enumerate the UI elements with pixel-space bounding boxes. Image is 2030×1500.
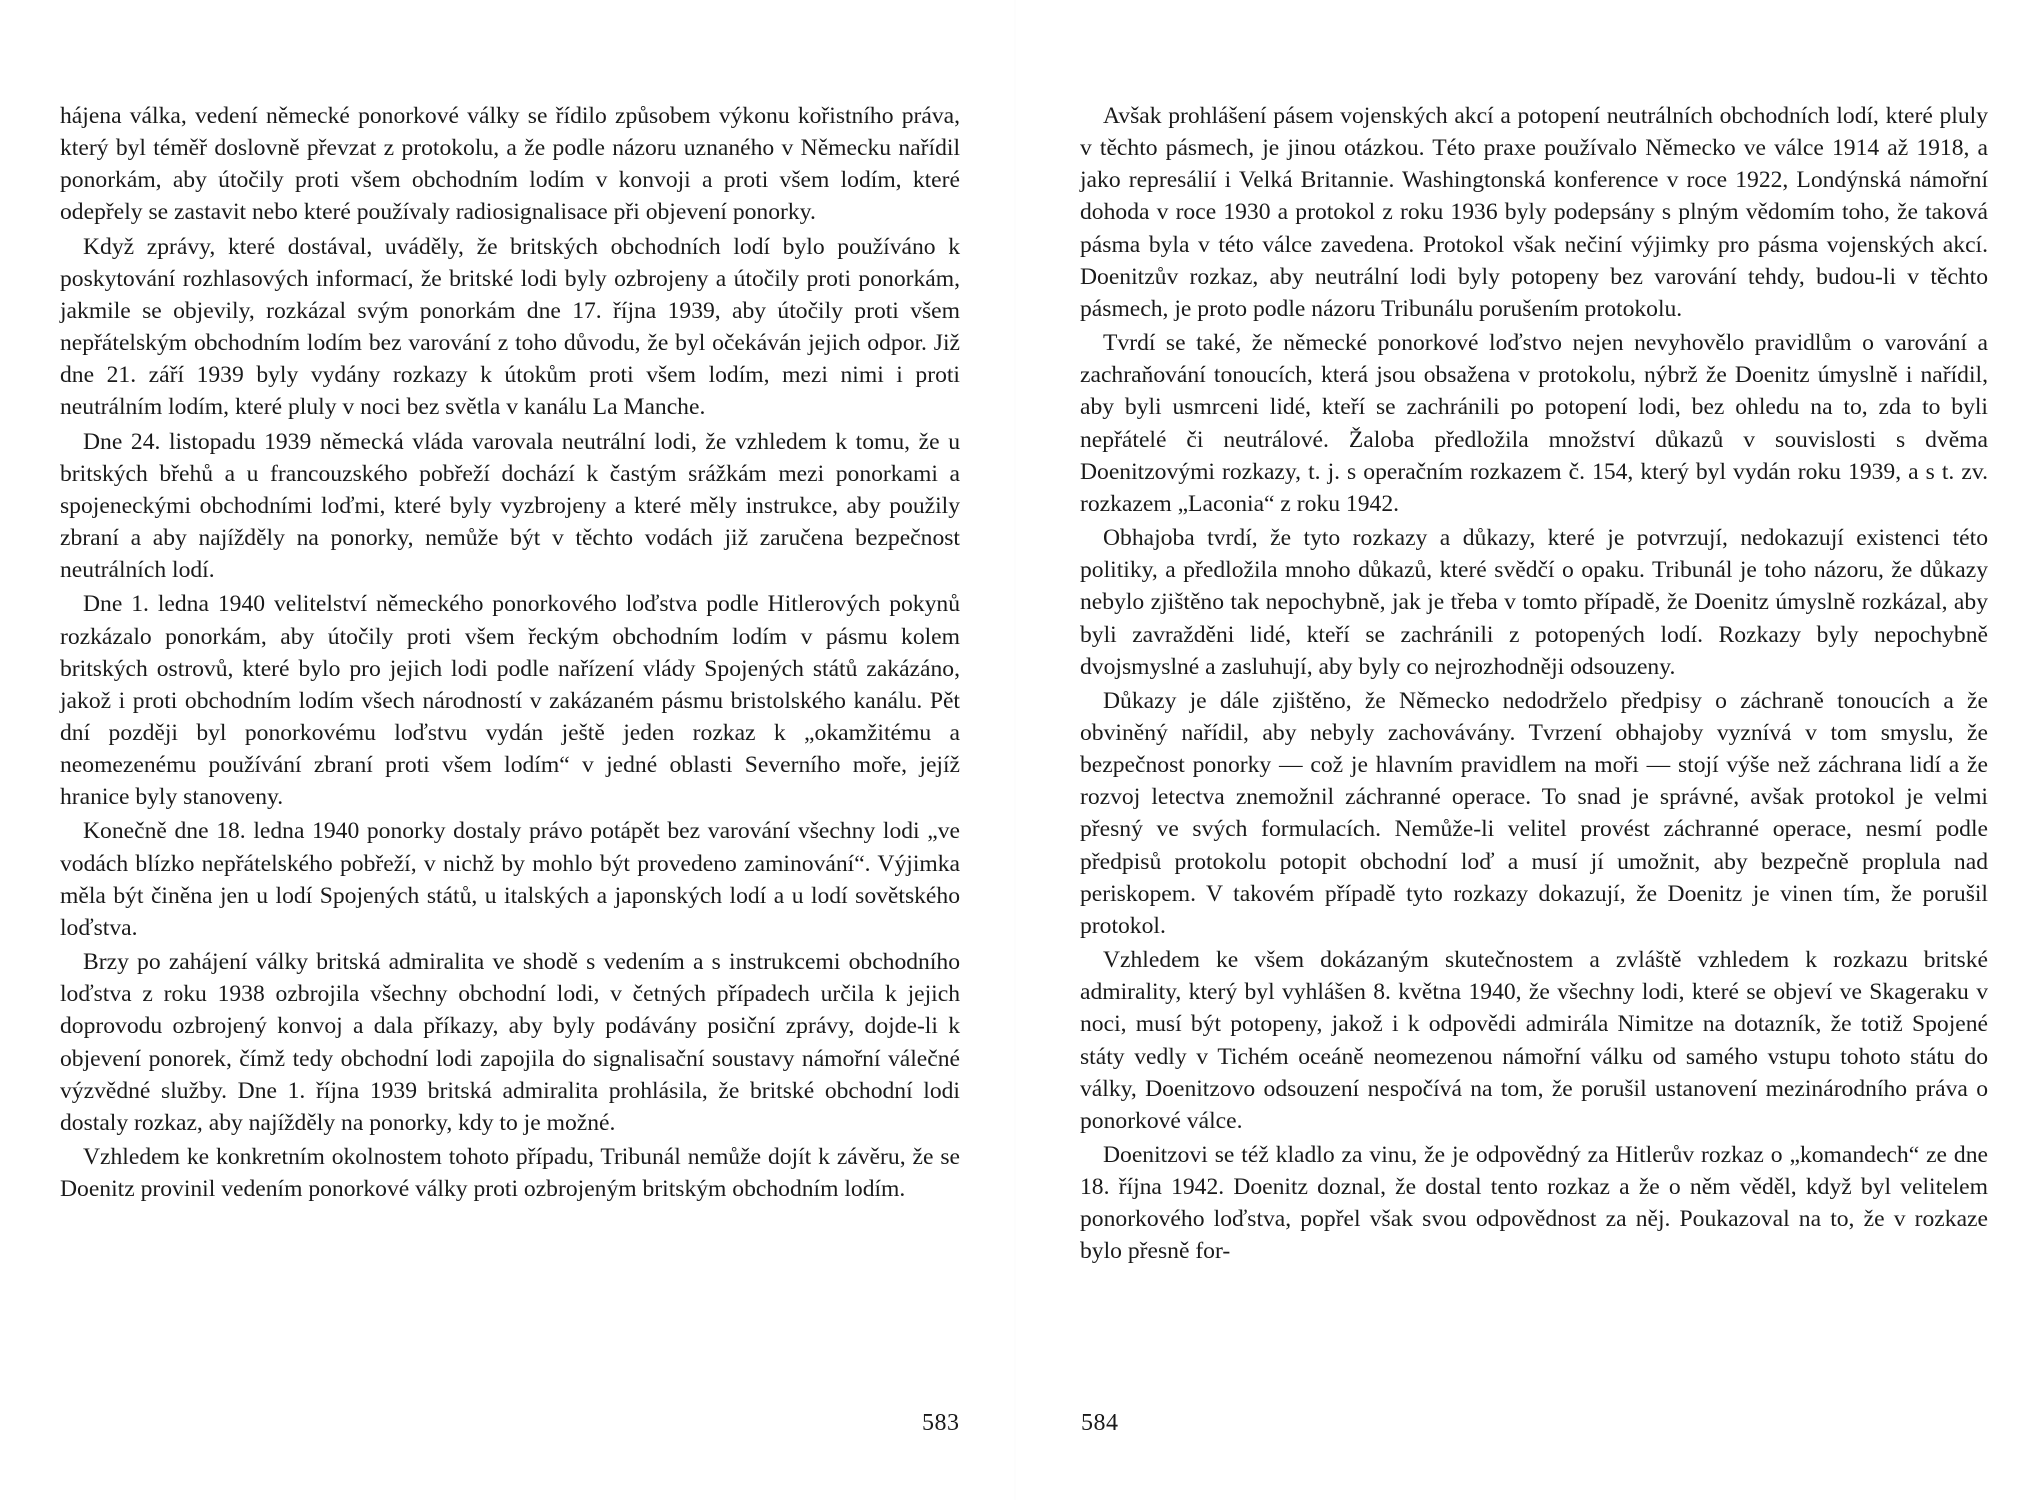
left-paragraph-1: hájena válka, vedení německé ponorkové války se řídilo způsobem výkonu kořistního práva, který byl téměř doslovně převzat z protokolu, a že podle názoru uznaného v Německu nařídil ponorkám, aby útočily proti všem obchodním lodím v konvoji a proti všem lodím, které odepřely se zastavit nebo které používaly radiosignalisace při objevení ponorky. bbox=[60, 103, 960, 226]
right-page-number: 584 bbox=[1081, 1410, 1119, 1436]
right-page bbox=[1015, 0, 2030, 1500]
right-page-body-text bbox=[1080, 100, 1988, 1270]
left-page-number: 583 bbox=[922, 1410, 960, 1436]
left-paragraph-4: Dne 1. ledna 1940 velitelství německého ponorkového loďstva podle Hitlerových pokynů rozkázalo ponorkám, aby útočily proti všem řeckým obchodním lodím v pásmu kolem britských ostrovů, které bylo pro jejich lodi podle nařízení vlády Spojených států zakázáno, jakož i proti obchodním lodím všech národností v zakázaném pásmu bristolského kanálu. Pět dní později byl ponorkovému loďstvu vydán ještě jeden rozkaz k „okamžitému a neomezenému používání zbraní proti všem lodím“ v jedné oblasti Severního moře, jejíž hranice byly stanoveny. bbox=[60, 591, 960, 811]
right-paragraph-1: Avšak prohlášení pásem vojenských akcí a potopení neutrálních obchodních lodí, které pluly v těchto pásmech, je jinou otázkou. Této praxe používalo Německo ve válce 1914 až 1918, a jako represálií i Velká Britannie. Washingtonská konference v roce 1922, Londýnská námořní dohoda v roce 1930 a protokol z roku 1936 byly podepsány s plným vědomím toho, že taková pásma byla v této válce zavedena. Protokol však nečiní výjimky pro pásma vojenských akcí. Doenitzův rozkaz, aby neutrální lodi byly potopeny bez varování tehdy, budou-li v těchto pásmech, je proto podle názoru Tribunálu porušením protokolu. bbox=[1080, 103, 1988, 322]
right-paragraph-3: Obhajoba tvrdí, že tyto rozkazy a důkazy, které je potvrzují, nedokazují existenci této politiky, a předložila mnoho důkazů, které svědčí o opaku. Tribunál je toho názoru, že důkazy nebylo zjištěno tak nepochybně, jak je třeba v tomto případě, že Doenitz úmyslně rozkázal, aby byli zavražděni lidé, kteří se zachránili z potopených lodí. Rozkazy byly nepochybně dvojsmyslné a zasluhují, aby byly co nejrozhodněji odsouzeny. bbox=[1080, 525, 1988, 680]
left-paragraph-2: Když zprávy, které dostával, uváděly, že britských obchodních lodí bylo používáno k poskytování rozhlasových informací, že britské lodi byly ozbrojeny a útočily proti ponorkám, jakmile se objevily, rozkázal svým ponorkám dne 17. října 1939, aby útočily proti všem nepřátelským obchodním lodím bez varování z toho důvodu, že byl očekáván jejich odpor. Již dne 21. září 1939 byly vydány rozkazy k útokům proti všem lodím, mezi nimi i proti neutrálním lodím, které pluly v noci bez světla v kanálu La Manche. bbox=[60, 233, 960, 421]
left-paragraph-5: Konečně dne 18. ledna 1940 ponorky dostaly právo potápět bez varování všechny lodi „ve vodách blízko nepřátelského pobřeží, v nichž by mohlo být provedeno zaminování“. Výjimka měla být činěna jen u lodí Spojených států, u italských a japonských lodí a u lodí sovětského loďstva. bbox=[60, 818, 960, 941]
right-paragraph-2: Tvrdí se také, že německé ponorkové loďstvo nejen nevyhovělo pravidlům o varování a zachraňování tonoucích, která jsou obsažena v protokolu, nýbrž že Doenitz úmyslně i nařídil, aby byli usmrceni lidé, kteří se zachránili po potopení lodi, bez ohledu na to, zda to byli nepřátelé či neutrálové. Žaloba předložila množství důkazů v souvislosti s dvěma Doenitzovými rozkazy, t. j. s operačním rozkazem č. 154, který byl vydán roku 1939, a s t. zv. rozkazem „Laconia“ z roku 1942. bbox=[1080, 330, 1988, 517]
left-paragraph-6: Brzy po zahájení války britská admiralita ve shodě s vedením a s instrukcemi obchodního loďstva z roku 1938 ozbrojila všechny obchodní lodi, v četných případech určila k jejich doprovodu ozbrojený konvoj a dala příkazy, aby byly podávány posiční zprávy, dojde-li k objevení ponorek, čímž tedy obchodní lodi zapojila do signalisační soustavy námořní válečné výzvědné služby. Dne 1. října 1939 britská admiralita prohlásila, že britské obchodní lodi dostaly rozkaz, aby najížděly na ponorky, kdy to je možné. bbox=[60, 949, 960, 1136]
left-paragraph-7: Vzhledem ke konkretním okolnostem tohoto případu, Tribunál nemůže dojít k závěru, že se Doenitz provinil vedením ponorkové války proti ozbrojeným britským obchodním lodím. bbox=[60, 1144, 960, 1203]
right-paragraph-6: Doenitzovi se též kladlo za vinu, že je odpovědný za Hitlerův rozkaz o „komandech“ ze dne 18. října 1942. Doenitz doznal, že dostal tento rozkaz a že o něm věděl, když byl velitelem ponorkového loďstva, popřel však svou odpovědnost za něj. Poukazoval na to, že v rozkaze bylo přesně for- bbox=[1080, 1142, 1988, 1265]
left-paragraph-3: Dne 24. listopadu 1939 německá vláda varovala neutrální lodi, že vzhledem k tomu, že u britských břehů a u francouzského pobřeží dochází k častým srážkám mezi ponorkami a spojeneckými obchodními loďmi, které byly vyzbrojeny a které měly instrukce, aby použily zbraní a aby najížděly na ponorky, nemůže být v těchto vodách již zaručena bezpečnost neutrálních lodí. bbox=[60, 428, 960, 584]
right-paragraph-5: Vzhledem ke všem dokázaným skutečnostem a zvláště vzhledem k rozkazu britské admirality, který byl vyhlášen 8. května 1940, že všechny lodi, které se objeví ve Skageraku v noci, musí být potopeny, jakož i k odpovědi admirála Nimitze na dotazník, že totiž Spojené státy vedly v Tichém oceáně neomezenou námořní válku od samého vstupu tohoto státu do války, Doenitzovo odsouzení nespočívá na tom, že porušil ustanovení mezinárodního práva o ponorkové válce. bbox=[1080, 947, 1988, 1134]
right-paragraph-4: Důkazy je dále zjištěno, že Německo nedodrželo předpisy o záchraně tonoucích a že obviněný nařídil, aby nebyly zachovávány. Tvrzení obhajoby vyznívá v tom smyslu, že bezpečnost ponorky — což je hlavním pravidlem na moři — stojí výše než záchrana lidí a že rozvoj letectva znemožnil záchranné operace. To snad je správné, avšak protokol je velmi přesný ve svých formulacích. Nemůže-li velitel provést záchranné operace, nesmí podle předpisů protokolu potopit obchodní loď a musí jí umožnit, aby bezpečně proplula nad periskopem. V takovém případě tyto rozkazy dokazují, že Doenitz je vinen tím, že porušil protokol. bbox=[1080, 687, 1988, 939]
left-page-body-text bbox=[60, 100, 960, 1207]
